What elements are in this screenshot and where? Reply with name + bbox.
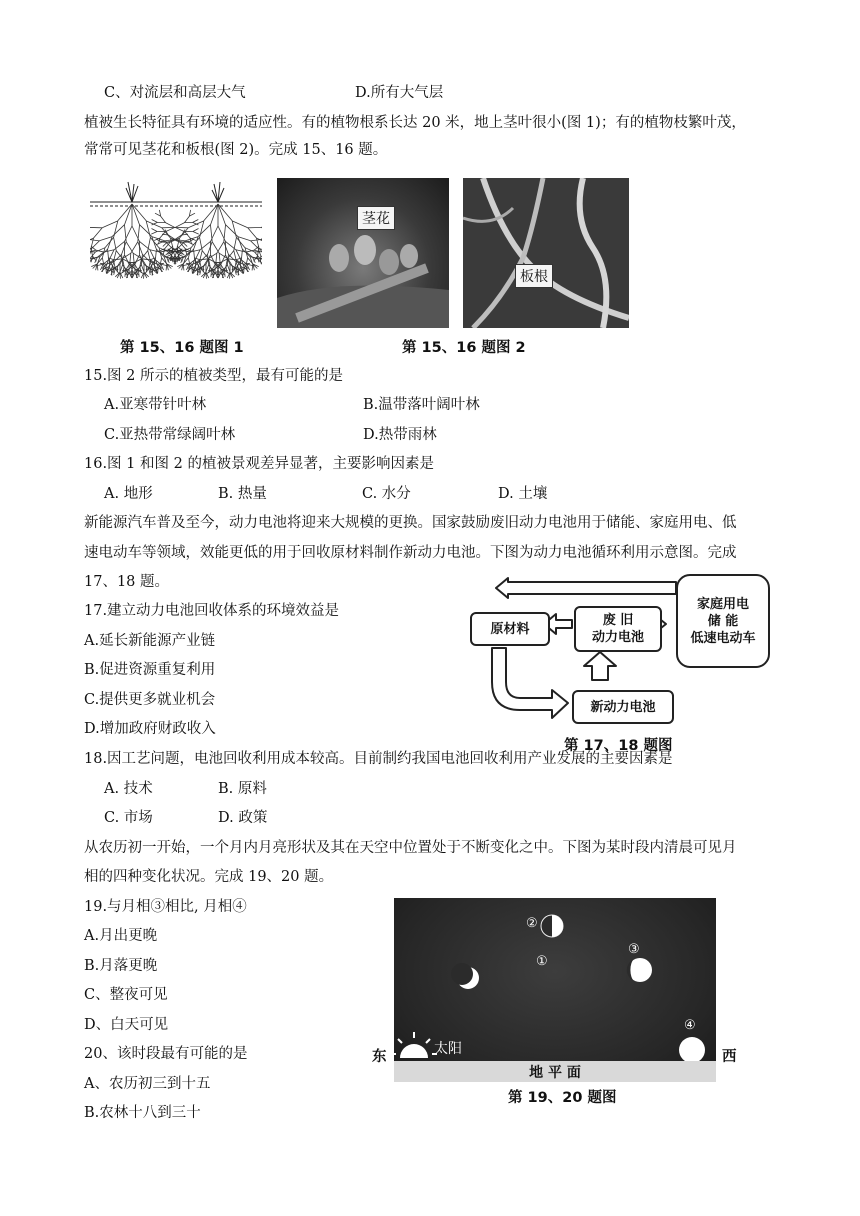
new-battery-label: 新动力电池	[590, 699, 656, 715]
q18-option-a: A. 技术	[104, 781, 153, 797]
q16-option-a: A. 地形	[104, 486, 153, 502]
home-use-label-3: 低速电动车	[690, 630, 756, 646]
passage-17-18-line1: 新能源汽车普及至今，动力电池将迎来大规模的更换。国家鼓励废旧动力电池用于储能、家庭用电、低	[84, 515, 737, 531]
raw-material-label: 原材料	[490, 621, 530, 637]
moon-phase-figure	[394, 898, 716, 1082]
moon-3-label: ③	[628, 942, 640, 957]
raw-material-box	[470, 612, 550, 646]
q16-stem: 16.图 1 和图 2 的植被景观差异显著，主要影响因素是	[84, 456, 434, 472]
q19-stem: 19.与月相③相比, 月相④	[84, 899, 247, 915]
q15-option-c: C.亚热带常绿阔叶林	[104, 427, 236, 443]
q20-option-b: B.农林十八到三十	[84, 1105, 201, 1121]
q19-option-a: A.月出更晚	[84, 928, 158, 944]
buttress-root-label: 板根	[515, 264, 553, 288]
passage-17-18-line3: 17、18 题。	[84, 574, 170, 590]
q18-option-b: B. 原料	[218, 781, 267, 797]
used-battery-box	[574, 606, 662, 652]
q19-option-c: C、整夜可见	[84, 987, 168, 1003]
q17-option-c: C.提供更多就业机会	[84, 692, 216, 708]
q18-option-d: D. 政策	[218, 810, 268, 826]
passage-19-20-line2: 相的四种变化状况。完成 19、20 题。	[84, 869, 334, 885]
used-battery-label-1: 废 旧	[602, 613, 634, 628]
q18-option-c: C. 市场	[104, 810, 153, 826]
q15-stem: 15.图 2 所示的植被类型，最有可能的是	[84, 368, 344, 384]
q15-option-b: B.温带落叶阔叶林	[363, 397, 480, 413]
passage-19-20-line1: 从农历初一开始，一个月内月亮形状及其在天空中位置处于不断变化之中。下图为某时段内清晨可见月	[84, 840, 737, 856]
q15-option-d: D.热带雨林	[363, 427, 437, 443]
q14-option-c: C、对流层和高层大气	[104, 85, 246, 101]
stem-flower-photo	[277, 178, 449, 328]
home-use-label-1: 家庭用电	[696, 596, 749, 612]
passage-15-16-line2: 常常可见茎花和板根(图 2)。完成 15、16 题。	[84, 142, 388, 158]
roots-figure	[90, 180, 262, 328]
figure-19-20-caption: 第 19、20 题图	[508, 1090, 617, 1106]
new-battery-box	[572, 690, 674, 724]
q20-option-a: A、农历初三到十五	[84, 1076, 211, 1092]
q16-option-c: C. 水分	[362, 486, 411, 502]
figure-15-16-caption-2: 第 15、16 题图 2	[402, 340, 526, 356]
passage-15-16-line1: 植被生长特征具有环境的适应性。有的植物根系长达 20 米，地上茎叶很小(图 1)；有的植物枝繁叶茂，	[84, 115, 746, 131]
q17-option-a: A.延长新能源产业链	[84, 633, 216, 649]
figure-15-16-caption-1: 第 15、16 题图 1	[120, 340, 244, 356]
moon-4-label: ④	[684, 1018, 696, 1033]
east-label: 东	[372, 1049, 387, 1065]
moon-2-label: ②	[526, 916, 538, 931]
q20-stem: 20、该时段最有可能的是	[84, 1046, 248, 1062]
q19-option-d: D、白天可见	[84, 1017, 169, 1033]
home-use-label-2: 储 能	[707, 613, 739, 629]
sun-label: 太阳	[434, 1041, 462, 1057]
q19-option-b: B.月落更晚	[84, 958, 158, 974]
passage-17-18-line2: 速电动车等领域，效能更低的用于回收原材料制作新动力电池。下图为动力电池循环利用示意图。完成	[84, 545, 737, 561]
figure-17-18-caption: 第 17、18 题图	[564, 738, 673, 754]
moon-1-label: ①	[536, 954, 548, 969]
used-battery-label-2: 动力电池	[591, 630, 644, 645]
q17-option-d: D.增加政府财政收入	[84, 721, 216, 737]
q18-stem: 18.因工艺问题，电池回收利用成本较高。目前制约我国电池回收利用产业发展的主要因素是	[84, 751, 673, 767]
q16-option-d: D. 土壤	[498, 486, 548, 502]
q15-option-a: A.亚寒带针叶林	[104, 397, 207, 413]
q14-option-d: D.所有大气层	[355, 85, 444, 101]
home-use-box	[676, 574, 770, 668]
q16-option-b: B. 热量	[218, 486, 267, 502]
stem-flower-label: 茎花	[357, 206, 395, 230]
q17-option-b: B.促进资源重复利用	[84, 662, 216, 678]
horizon-label: 地 平 面	[529, 1065, 581, 1081]
buttress-root-photo	[463, 178, 629, 328]
west-label: 西	[722, 1049, 737, 1065]
q17-stem: 17.建立动力电池回收体系的环境效益是	[84, 603, 340, 619]
